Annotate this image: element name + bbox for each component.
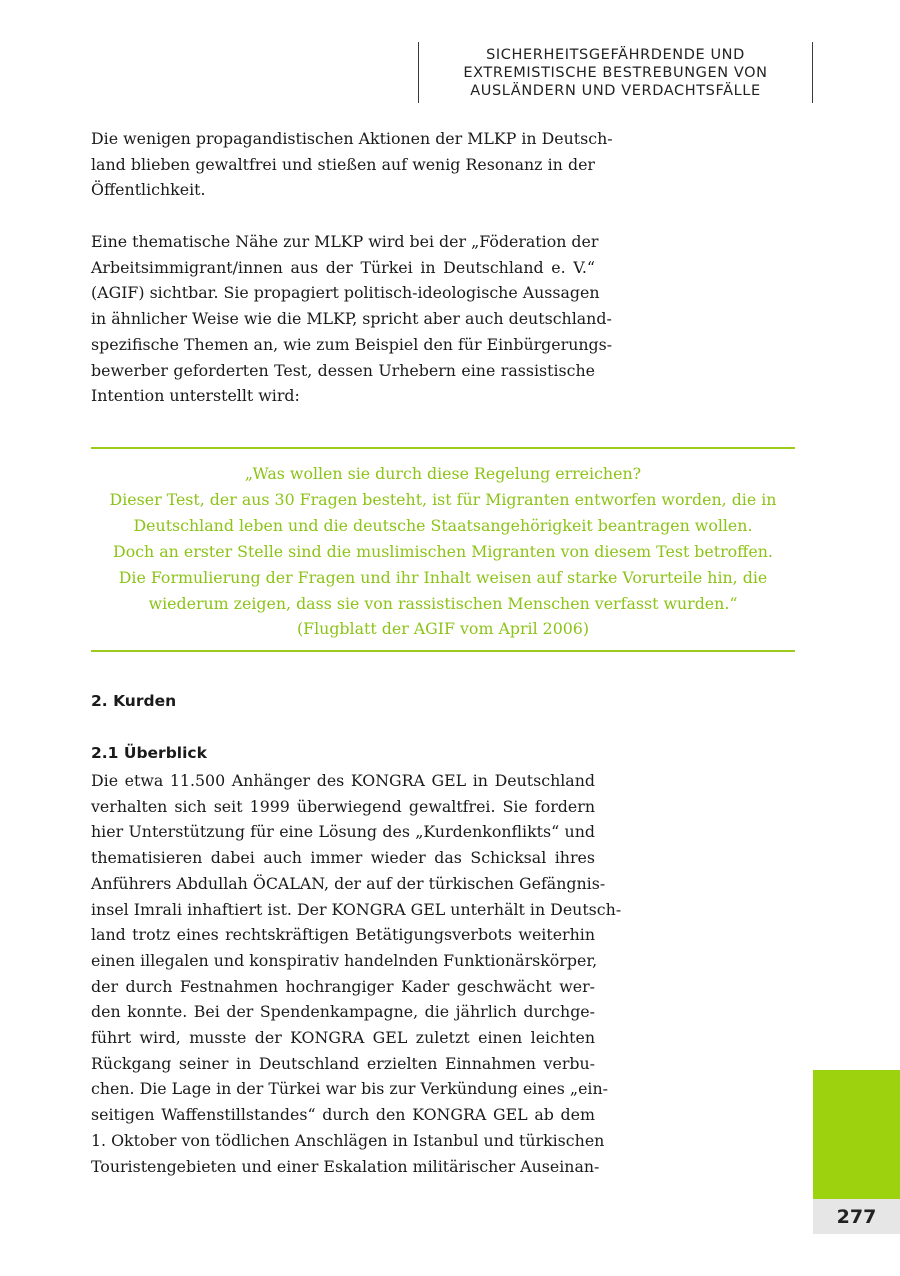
text-line: einen illegalen und konspirativ handelnden Funktionärskörper, bbox=[91, 950, 598, 970]
text-line: Die etwa 11.500 Anhänger des KONGRA GEL in Deutschland bbox=[91, 771, 595, 790]
text-line: insel Imrali inhaftiert ist. Der KONGRA GEL unterhält in Deutsch- bbox=[91, 899, 622, 919]
text-line: führt wird, musste der KONGRA GEL zuletzt einen leichten bbox=[91, 1028, 595, 1048]
text-line: bewerber geforderten Test, dessen Urhebern eine rassistische bbox=[91, 360, 595, 380]
page-number: 277 bbox=[813, 1199, 900, 1234]
text-line: Intention unterstellt wird: bbox=[91, 386, 300, 406]
paragraph-agif bbox=[91, 229, 613, 409]
text-line: Öffentlichkeit. bbox=[91, 180, 206, 200]
quote-line: Deutschland leben und die deutsche Staatsangehörigkeit beantragen wollen. bbox=[133, 515, 753, 535]
paragraph-mlkp-actions bbox=[91, 126, 613, 203]
text-line: hier Unterstützung für eine Lösung des „Kurdenkonflikts“ und bbox=[91, 822, 595, 842]
quote-line: Doch an erster Stelle sind die muslimischen Migranten von diesem Test betroffen. bbox=[113, 541, 773, 561]
running-header-line: SICHERHEITSGEFÄHRDENDE UND bbox=[486, 46, 745, 63]
text-line: land blieben gewaltfrei und stießen auf wenig Resonanz in der bbox=[91, 154, 595, 174]
section-heading: 2. Kurden bbox=[91, 692, 177, 710]
chapter-color-tab bbox=[813, 1070, 900, 1199]
subsection-heading: 2.1 Überblick bbox=[91, 744, 207, 762]
text-line: Touristengebieten und einer Eskalation militärischer Auseinan- bbox=[91, 1156, 600, 1176]
text-line: den konnte. Bei der Spendenkampagne, die jährlich durchge- bbox=[91, 1002, 595, 1022]
text-line: der durch Festnahmen hochrangiger Kader geschwächt wer- bbox=[91, 976, 595, 996]
text-line: land trotz eines rechtskräftigen Betätigungsverbots weiterhin bbox=[91, 925, 595, 945]
paragraph-kurden-overview bbox=[91, 768, 622, 1179]
text-line: spezifische Themen an, wie zum Beispiel den für Einbürgerungs- bbox=[91, 334, 613, 354]
text-line: verhalten sich seit 1999 überwiegend gewaltfrei. Sie fordern bbox=[91, 796, 595, 816]
block-quote bbox=[91, 447, 795, 652]
text-line: Die wenigen propagandistischen Aktionen der MLKP in Deutsch- bbox=[91, 129, 613, 148]
running-header-line: AUSLÄNDERN UND VERDACHTSFÄLLE bbox=[470, 82, 761, 99]
quote-source: (Flugblatt der AGIF vom April 2006) bbox=[296, 619, 590, 639]
text-line: 1. Oktober von tödlichen Anschlägen in Istanbul und türkischen bbox=[91, 1130, 605, 1150]
running-header bbox=[418, 42, 813, 103]
running-header-line: EXTREMISTISCHE BESTREBUNGEN VON bbox=[463, 64, 768, 81]
text-line: seitigen Waffenstillstandes“ durch den KONGRA GEL ab dem bbox=[91, 1105, 595, 1125]
quote-line: Die Formulierung der Fragen und ihr Inhalt weisen auf starke Vorurteile hin, die bbox=[118, 567, 768, 587]
quote-line: Dieser Test, der aus 30 Fragen besteht, ist für Migranten entworfen worden, die in bbox=[109, 489, 777, 509]
text-line: chen. Die Lage in der Türkei war bis zur Verkündung eines „ein- bbox=[91, 1079, 608, 1099]
text-line: Eine thematische Nähe zur MLKP wird bei der „Föderation der bbox=[91, 232, 599, 251]
text-line: thematisieren dabei auch immer wieder das Schicksal ihres bbox=[91, 848, 595, 868]
quote-line: wiederum zeigen, dass sie von rassistischen Menschen verfasst wurden.“ bbox=[148, 593, 738, 613]
quote-line: „Was wollen sie durch diese Regelung erreichen? bbox=[244, 464, 642, 483]
text-line: Rückgang seiner in Deutschland erzielten Einnahmen verbu- bbox=[91, 1053, 595, 1073]
text-line: in ähnlicher Weise wie die MLKP, spricht aber auch deutschland- bbox=[91, 309, 612, 329]
text-line: Arbeitsimmigrant/innen aus der Türkei in Deutschland e. V.“ bbox=[91, 257, 595, 277]
text-line: (AGIF) sichtbar. Sie propagiert politisch-ideologische Aussagen bbox=[91, 283, 600, 303]
text-line: Anführers Abdullah ÖCALAN, der auf der türkischen Gefängnis- bbox=[91, 873, 606, 893]
